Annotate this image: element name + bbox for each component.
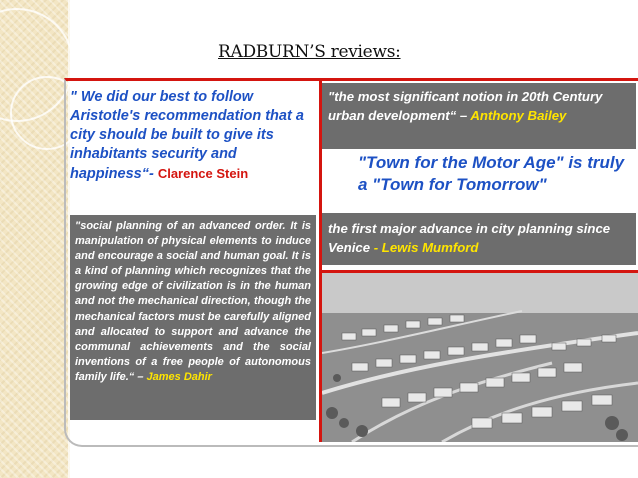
quote-author: Clarence Stein bbox=[157, 166, 249, 181]
quote-text: "social planning of an advanced order. It is manipulation of physical elements to induce and encourage a social and human goal. It is a kind of planning which recognizes that the growing edge of civilization is in the human and not the mechanical direction, though the mechanical factors must be carefully aligned and allocated to support and advance the communal achievements and the social inventions of a free people of autonomous family life.“ – bbox=[75, 220, 311, 383]
quote-lewis-mumford bbox=[322, 213, 636, 265]
quote-author: James Dahir bbox=[146, 370, 212, 383]
quote-james-dahir bbox=[70, 215, 316, 420]
quote-anthony-bailey bbox=[322, 83, 636, 149]
quote-text: " We did our best to follow Aristotle's recommendation that a city should be built to give its inhabitants security and happiness“- bbox=[70, 89, 304, 182]
quote-clarence-stein bbox=[70, 88, 315, 184]
slide-title: RADBURN’S reviews: bbox=[218, 42, 401, 62]
aerial-photo-drawing bbox=[322, 273, 638, 442]
quote-text: the first major advance in city planning since Venice bbox=[328, 221, 611, 255]
quote-author: - Lewis Mumford bbox=[373, 240, 479, 255]
quote-motor-age: "Town for the Motor Age" is truly a "Town for Tomorrow" bbox=[358, 153, 625, 194]
aerial-photo-icon bbox=[322, 273, 638, 442]
quote-author: Anthony Bailey bbox=[470, 108, 567, 123]
quote-text: "the most significant notion in 20th Century urban development“ – bbox=[328, 89, 603, 123]
